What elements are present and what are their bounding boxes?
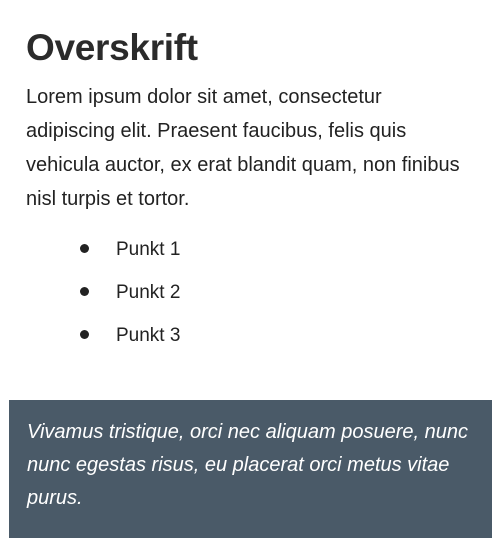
- bullet-item-2: [26, 271, 476, 314]
- callout-box: [9, 400, 492, 538]
- bullet-item-3: [26, 314, 476, 357]
- callout-text: Vivamus tristique, orci nec aliquam posuere, nunc nunc egestas risus, eu placerat orci metus vitae purus.: [27, 421, 468, 509]
- document-content: [26, 26, 476, 357]
- body-paragraph: Lorem ipsum dolor sit amet, consectetur adipiscing elit. Praesent faucibus, felis quis vehicula auctor, ex erat blandit quam, non finibus nisl turpis et tortor.: [26, 86, 460, 210]
- bullet-icon: [80, 244, 89, 253]
- bullet-list: [26, 228, 476, 357]
- page-heading: Overskrift: [26, 27, 198, 68]
- bullet-label: Punkt 3: [116, 325, 181, 346]
- bullet-label: Punkt 1: [116, 239, 181, 260]
- bullet-label: Punkt 2: [116, 282, 181, 303]
- bullet-item-1: [26, 228, 476, 271]
- bullet-icon: [80, 287, 89, 296]
- bullet-icon: [80, 330, 89, 339]
